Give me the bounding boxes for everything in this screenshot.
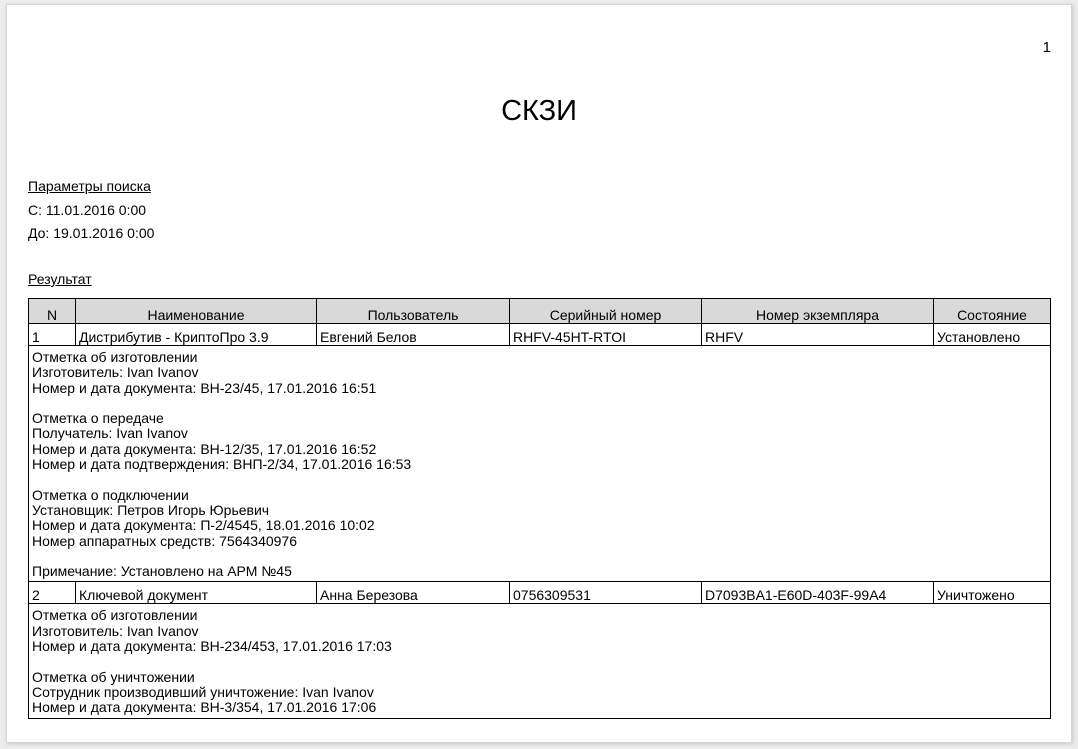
note-line: Номер и дата документа: ВН-12/35, 17.01.2016 16:52: [32, 440, 377, 457]
cell-n: 1: [29, 324, 76, 346]
connection-mark: [32, 488, 1047, 549]
column-header-user: Пользователь: [317, 299, 510, 324]
column-header-n: N: [29, 299, 76, 324]
cell-user: Анна Березова: [317, 582, 510, 604]
remark: [32, 564, 1047, 579]
details-cell: [29, 346, 1051, 582]
note-line: Отметка о подключении: [32, 486, 189, 503]
column-header-name: Наименование: [76, 299, 317, 324]
manufacture-mark: [32, 350, 1047, 396]
note-line: Номер и дата подтверждения: ВНП-2/34, 17.01.2016 16:53: [32, 456, 412, 473]
note-line: Изготовитель: Ivan Ivanov: [32, 622, 199, 639]
table-row: [29, 324, 1051, 346]
table-details-row: [29, 604, 1051, 718]
results-table: [28, 298, 1051, 719]
search-param-from: С: 11.01.2016 0:00: [28, 202, 147, 218]
cell-user: Евгений Белов: [317, 324, 510, 346]
note-line: Изготовитель: Ivan Ivanov: [32, 364, 199, 381]
table-row: [29, 582, 1051, 604]
report-title: СКЗИ: [501, 95, 577, 127]
result-heading: Результат: [28, 271, 92, 287]
note-line: Номер и дата документа: ВН-3/354, 17.01.2016 17:06: [32, 699, 377, 716]
cell-instance: D7093BA1-E60D-403F-99A4: [702, 582, 934, 604]
note-line: Установщик: Петров Игорь Юрьевич: [32, 501, 270, 518]
column-header-state: Состояние: [934, 299, 1051, 324]
cell-serial: 0756309531: [510, 582, 702, 604]
report-page: [6, 4, 1072, 743]
transfer-mark: [32, 411, 1047, 472]
note-line: Номер и дата документа: ВН-23/45, 17.01.2016 16:51: [32, 379, 377, 396]
cell-serial: RHFV-45HT-RTOI: [510, 324, 702, 346]
note-line: Отметка о передаче: [32, 410, 164, 427]
cell-name: Дистрибутив - КриптоПро 3.9: [76, 324, 317, 346]
table-header-row: [29, 299, 1051, 324]
search-params-heading: Параметры поиска: [28, 178, 151, 194]
table-details-row: [29, 346, 1051, 582]
cell-instance: RHFV: [702, 324, 934, 346]
page-number: 1: [1042, 39, 1051, 56]
note-line: Отметка об изготовлении: [32, 349, 198, 365]
note-line: Получатель: Ivan Ivanov: [32, 425, 188, 442]
cell-state: Уничтожено: [934, 582, 1051, 604]
search-param-to: До: 19.01.2016 0:00: [28, 225, 155, 241]
manufacture-mark: [32, 608, 1047, 654]
cell-n: 2: [29, 582, 76, 604]
column-header-instance: Номер экземпляра: [702, 299, 934, 324]
cell-state: Установлено: [934, 324, 1051, 346]
note-line: Сотрудник производивший уничтожение: Ivan Ivanov: [32, 683, 374, 700]
note-line: Примечание: Установлено на АРМ №45: [32, 563, 292, 580]
details-cell: [29, 604, 1051, 718]
note-line: Номер и дата документа: П-2/4545, 18.01.2016 10:02: [32, 517, 375, 534]
cell-name: Ключевой документ: [76, 582, 317, 604]
note-line: Отметка об изготовлении: [32, 607, 198, 624]
note-line: Номер и дата документа: ВН-234/453, 17.01.2016 17:03: [32, 638, 392, 655]
note-line: Номер аппаратных средств: 7564340976: [32, 532, 298, 549]
destruction-mark: [32, 670, 1047, 716]
column-header-serial: Серийный номер: [510, 299, 702, 324]
note-line: Отметка об уничтожении: [32, 668, 195, 685]
